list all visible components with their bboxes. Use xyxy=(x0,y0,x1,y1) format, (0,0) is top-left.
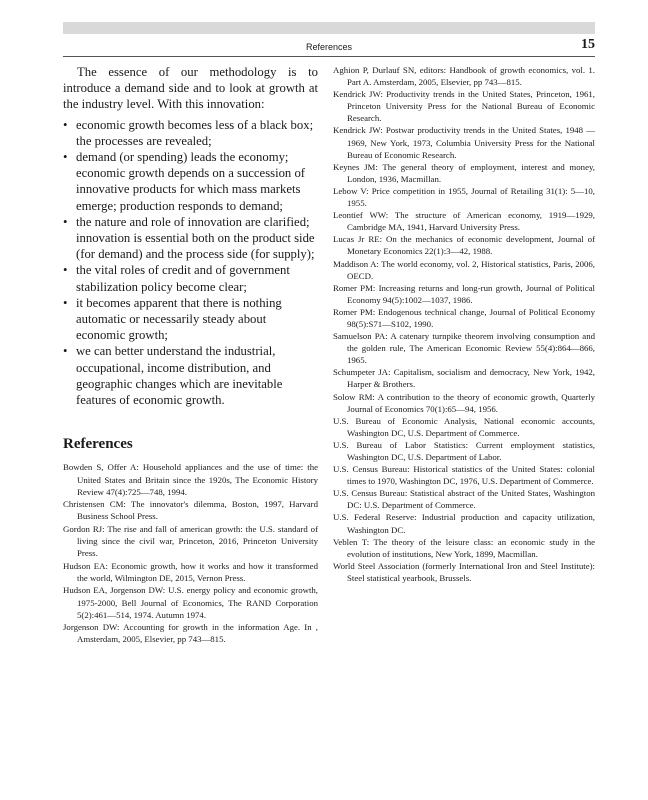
reference-item: Lucas Jr RE: On the mechanics of economic development, Journal of Monetary Economics 22(1):3—42, 1988. xyxy=(333,234,595,257)
reference-item: Solow RM: A contribution to the theory of economic growth, Quarterly Journal of Economics 70(1):65—94, 1956. xyxy=(333,391,595,414)
page-number: 15 xyxy=(581,37,595,52)
reference-item: Keynes JM: The general theory of employment, interest and money, London, 1936, Macmillan. xyxy=(333,161,595,184)
bullet-item: • demand (or spending) leads the economy; economic growth depends on a succession of innovative products for which mass markets emerge; production responds to demand; xyxy=(76,149,318,214)
bullet-item: • it becomes apparent that there is nothing automatic or necessarily steady about economic growth; xyxy=(76,295,318,344)
reference-item: Christensen CM: The innovator's dilemma, Boston, 1997, Harvard Business School Press. xyxy=(63,499,318,522)
bullet-item: • we can better understand the industrial, occupational, income distribution, and geographic changes which are inevitable features of economic growth. xyxy=(76,343,318,408)
reference-item: Maddison A: The world economy, vol. 2, Historical statistics, Paris, 2006, OECD. xyxy=(333,258,595,281)
reference-item: World Steel Association (formerly International Iron and Steel Institute): Steel statistical yearbook, Brussels. xyxy=(333,560,595,583)
reference-item: Romer PM: Endogenous technical change, Journal of Political Economy 98(5):S71—S102, 1990. xyxy=(333,306,595,329)
reference-list-right xyxy=(333,64,595,584)
reference-item: Kendrick JW: Postwar productivity trends in the United States, 1948 — 1969, New York, 1973, Columbia University Press for the National Bureau of Economic Research. xyxy=(333,125,595,160)
reference-list-left xyxy=(63,461,318,645)
reference-item: Bowden S, Offer A: Household appliances and the use of time: the United States and Britain since the 1920s, The Economic History Review 47(4):725—748, 1994. xyxy=(63,462,318,497)
reference-item: Samuelson PA: A catenary turnpike theorem involving consumption and the golden rule, The American Economic Review 55(4):864—866, 1965. xyxy=(333,331,595,366)
reference-item: Aghion P, Durlauf SN, editors: Handbook of growth economics, vol. 1. Part A. Amsterdam, 2005, Elsevier, pp 743—815. xyxy=(333,65,595,88)
reference-item: Leontief WW: The structure of American economy, 1919—1929, Cambridge MA, 1941, Harvard University Press. xyxy=(333,210,595,233)
bullet-item: • the vital roles of credit and of government stabilization policy become clear; xyxy=(76,262,318,294)
reference-item: Kendrick JW: Productivity trends in the United States, Princeton, 1961, Princeton University Press for the National Bureau of Economic Research. xyxy=(333,89,595,124)
reference-item: U.S. Census Bureau: Statistical abstract of the United States, Washington DC: U.S. Department of Commerce. xyxy=(333,488,595,511)
header-bar xyxy=(63,22,595,34)
reference-item: Hudson EA, Jorgenson DW: U.S. energy policy and economic growth, 1975-2000, Bell Journal of Economics, The RAND Corporation 5(2):461—514, 1974. Autumn 1974. xyxy=(63,585,318,620)
right-column xyxy=(333,64,595,584)
bullet-list xyxy=(63,117,318,409)
reference-item: Hudson EA: Economic growth, how it works and how it transformed the world, Wilmington DE, 2015, Vernon Press. xyxy=(63,560,318,583)
reference-item: Lebow V: Price competition in 1955, Journal of Retailing 31(1): 5—10, 1955. xyxy=(333,185,595,209)
reference-item: U.S. Bureau of Labor Statistics: Current employment statistics, Washington DC, U.S. Department of Labor. xyxy=(333,439,595,462)
intro-paragraph: The essence of our methodology is to introduce a demand side and to look at growth at the industry level. With this innovation: xyxy=(63,65,318,112)
reference-item: Schumpeter JA: Capitalism, socialism and democracy, New York, 1942, Harper & Brothers. xyxy=(333,367,595,390)
reference-item: U.S. Federal Reserve: Industrial production and capacity utilization, Washington DC. xyxy=(333,512,595,535)
reference-item: U.S. Census Bureau: Historical statistics of the United States: colonial times to 1970, Washington DC, 1976, U.S. Department of Commerce. xyxy=(333,464,595,487)
intro-section xyxy=(63,64,318,113)
bullet-item: • economic growth becomes less of a black box; the processes are revealed; xyxy=(76,117,318,149)
reference-item: Romer PM: Increasing returns and long-run growth, Journal of Political Economy 94(5):1002—1037, 1986. xyxy=(333,282,595,305)
reference-item: Veblen T: The theory of the leisure class: an economic study in the evolution of institutions, New York, 1899, Macmillan. xyxy=(333,536,595,559)
reference-item: Jorgenson DW: Accounting for growth in the information Age. In , Amsterdam, 2005, Elsevier, pp 743—815. xyxy=(63,622,318,645)
reference-item: Gordon RJ: The rise and fall of american growth: the U.S. standard of living since the civil war, Princeton, 2016, Princeton University Press. xyxy=(63,523,318,559)
header-rule xyxy=(63,56,595,57)
reference-item: U.S. Bureau of Economic Analysis, National economic accounts, Washington DC, U.S. Department of Commerce. xyxy=(333,415,595,438)
references-heading: References xyxy=(63,436,133,453)
left-column xyxy=(63,64,318,646)
bullet-item: • the nature and role of innovation are clarified; innovation is essential both on the product side (for demand) and the process side (for supply); xyxy=(76,214,318,263)
running-head: References xyxy=(305,42,353,52)
